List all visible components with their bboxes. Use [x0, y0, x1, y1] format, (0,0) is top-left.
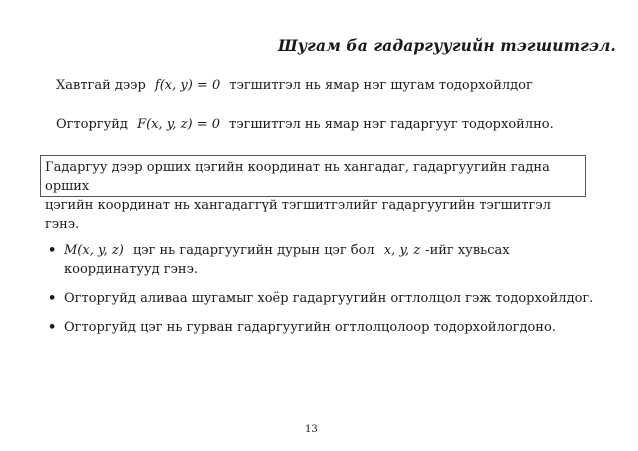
bullet-1-line-2: координатууд гэнэ. — [64, 262, 198, 277]
bullet-dot-icon: • — [48, 243, 57, 258]
slide-title: Шугам ба гадаргуугийн тэгшитгэл. — [278, 36, 616, 55]
page-number: 13 — [305, 424, 318, 435]
space-surface-equation: F(x, y, z) = 0 — [137, 117, 221, 132]
plane-curve-prefix: Хавтгай дээр — [56, 78, 146, 93]
definition-line-1: Гадаргуу дээр орших цэгийн координат нь хангадаг, гадаргуугийн гадна орших — [45, 160, 550, 194]
xyz-math: x, y, z — [383, 243, 421, 258]
definition-box — [40, 155, 586, 232]
plane-curve-equation: f(x, y) = 0 — [154, 78, 221, 93]
bullet-dot-icon: • — [48, 320, 57, 335]
bullet-dot-icon: • — [48, 291, 57, 306]
bullet-item-line-intersection — [48, 289, 618, 308]
bullet-2-text: Огторгуйд аливаа шугамыг хоёр гадаргуугийн огтлолцол гэж тодорхойлдог. — [64, 291, 594, 306]
bullet-item-coordinates — [48, 241, 618, 279]
bullet-1-text-end: -ийг хувьсах — [425, 243, 510, 258]
bullet-1-text-mid: цэг нь гадаргуугийн дурын цэг бол — [132, 243, 375, 258]
plane-curve-suffix: тэгшитгэл нь ямар нэг шугам тодорхойлдог — [229, 78, 533, 93]
space-surface-statement — [56, 117, 554, 132]
point-m-math: M(x, y, z) — [64, 243, 124, 258]
bullet-list — [48, 241, 618, 347]
bullet-3-text: Огторгуйд цэг нь гурван гадаргуугийн огтлолцолоор тодорхойлогдоно. — [64, 320, 556, 335]
definition-line-2: цэгийн координат нь хангадаггүй тэгшитгэлийг гадаргуугийн тэгшитгэл гэнэ. — [45, 198, 551, 232]
plane-curve-statement — [56, 78, 533, 93]
space-surface-suffix: тэгшитгэл нь ямар нэг гадаргууг тодорхойлно. — [229, 117, 554, 132]
bullet-item-point-intersection — [48, 318, 618, 337]
space-surface-prefix: Огторгуйд — [56, 117, 128, 132]
